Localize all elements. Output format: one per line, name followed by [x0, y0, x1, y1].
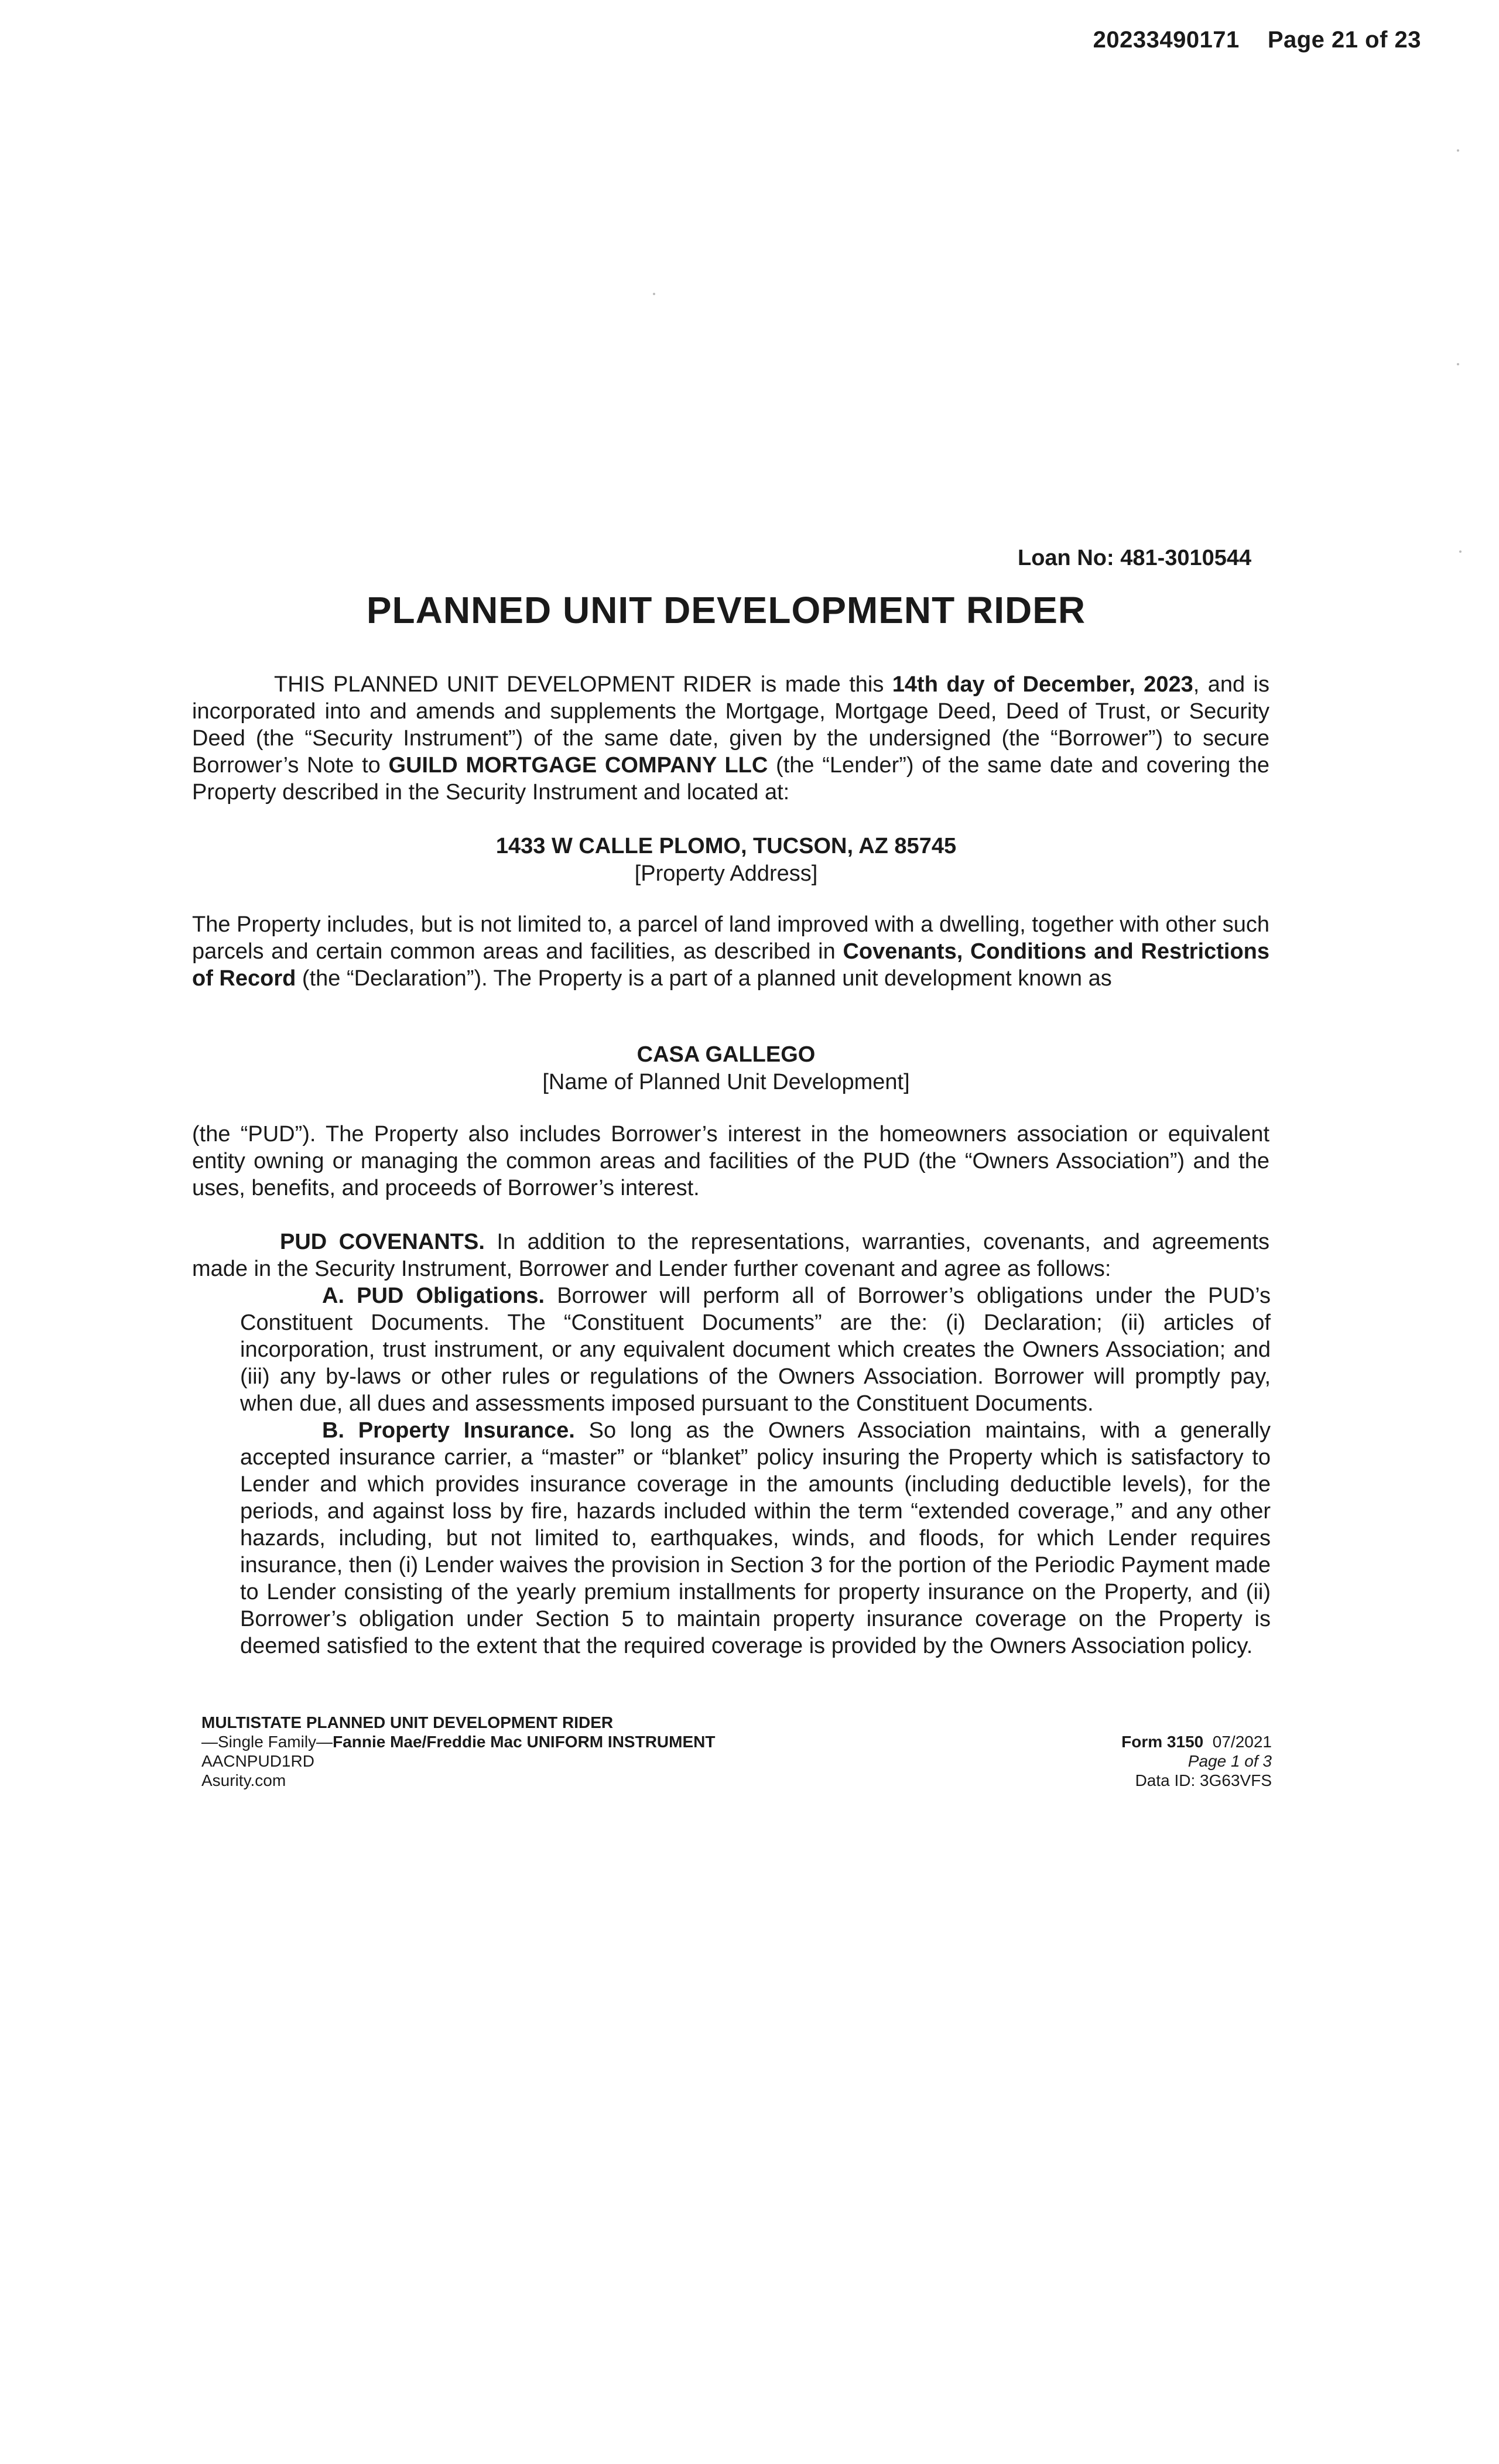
- intro-text-2: , and is incorporated into and amends and supplements the Mortgage, Mortgage Deed, Deed of Trust, or Security Deed (the “Security Instrument”) of the same date, given by the undersigned (the “Borrower”) to secure Borrower’s Note to: [192, 672, 1269, 778]
- clause-a-label: A. PUD Obligations.: [322, 1284, 545, 1308]
- footer-form-date: 07/2021: [1212, 1733, 1272, 1751]
- lender-name: GUILD MORTGAGE COMPANY LLC: [388, 753, 768, 778]
- footer-form-code: AACNPUD1RD: [201, 1752, 314, 1770]
- scan-speck: [1457, 363, 1459, 365]
- footer-form-meta: [1121, 1732, 1272, 1790]
- property-text-2: (the “Declaration”). The Property is a part of a planned unit development known as: [296, 966, 1112, 991]
- footer-form-number-line: [1121, 1732, 1272, 1751]
- footer-vendor: Asurity.com: [201, 1771, 286, 1789]
- property-paragraph: [192, 911, 1269, 992]
- scan-speck: [1457, 149, 1459, 152]
- recording-header: [1093, 27, 1421, 53]
- pud-name: CASA GALLEGO: [636, 1042, 816, 1067]
- document-title: PLANNED UNIT DEVELOPMENT RIDER: [366, 589, 1086, 631]
- footer-family-type: —Single Family—: [201, 1733, 333, 1751]
- footer-form-subtitle: [201, 1732, 715, 1751]
- property-address: 1433 W CALLE PLOMO, TUCSON, AZ 85745: [495, 834, 957, 858]
- clause-b-label: B. Property Insurance.: [322, 1418, 575, 1443]
- intro-paragraph: [192, 671, 1269, 806]
- footer-form-info: [201, 1713, 715, 1790]
- pud-name-caption: [Name of Planned Unit Development]: [542, 1070, 910, 1094]
- loan-number: Loan No: 481-3010544: [1018, 546, 1252, 570]
- footer-page-number: Page 1 of 3: [1187, 1752, 1272, 1770]
- footer-data-id: Data ID: 3G63VFS: [1135, 1771, 1272, 1789]
- property-address-caption: [Property Address]: [634, 861, 818, 886]
- scan-speck: [653, 293, 655, 295]
- rider-date: 14th day of December, 2023: [892, 672, 1193, 697]
- recording-number: 20233490171: [1093, 27, 1240, 53]
- clause-b-property-insurance: [240, 1417, 1271, 1659]
- property-text-1: The Property includes, but is not limited to, a parcel of land improved with a dwelling, together with other such parcels and certain common areas and facilities, as described in: [192, 912, 1269, 964]
- covenants-text: In addition to the representations, warranties, covenants, and agreements made in the Security Instrument, Borrower and Lender further covenant and agree as follows:: [192, 1230, 1270, 1281]
- footer-form-number: Form 3150: [1121, 1733, 1204, 1751]
- covenants-paragraph: [192, 1228, 1269, 1282]
- footer-form-title: MULTISTATE PLANNED UNIT DEVELOPMENT RIDER: [201, 1713, 614, 1731]
- clause-b-text: So long as the Owners Association maintains, with a generally accepted insurance carrier, a “master” or “blanket” policy insuring the Property which is satisfactory to Lender and which provides insurance coverage in the amounts (including deductible levels), for the periods, and against loss by fire, hazards included within the term “extended coverage,” and any other hazards, including, but not limited to, earthquakes, winds, and floods, for which Lender requires insurance, then (i) Lender waives the provision in Section 3 for the portion of the Periodic Payment made to Lender consisting of the yearly premium installments for property insurance on the Property, and (ii) Borrower’s obligation under Section 5 to maintain property insurance coverage on the Property is deemed satisfied to the extent that the required coverage is provided by the Owners Association policy.: [240, 1418, 1271, 1658]
- pud-name-block: [0, 1041, 1452, 1096]
- recording-page-label: Page 21 of 23: [1267, 27, 1421, 53]
- scan-speck: [1459, 550, 1462, 553]
- intro-text-3: (the “Lender”) of the same date and covering the Property described in the Security Instrument and located at:: [192, 753, 1270, 805]
- pud-paragraph: (the “PUD”). The Property also includes Borrower’s interest in the homeowners association or equivalent entity owning or managing the common areas and facilities of the PUD (the “Owners Association”) and the uses, benefits, and proceeds of Borrower’s interest.: [192, 1122, 1269, 1200]
- covenants-heading: PUD COVENANTS.: [280, 1230, 485, 1254]
- intro-text-1: THIS PLANNED UNIT DEVELOPMENT RIDER is made this: [274, 672, 892, 697]
- clause-a-text: Borrower will perform all of Borrower’s obligations under the PUD’s Constituent Documents. The “Constituent Documents” are the: (i) Declaration; (ii) articles of incorporation, trust instrument, or any equivalent document which creates the Owners Association; and (iii) any by-laws or other rules or regulations of the Owners Association. Borrower will promptly pay, when due, all dues and assessments imposed pursuant to the Constituent Documents.: [240, 1284, 1271, 1416]
- property-address-block: [0, 833, 1452, 888]
- declaration-name: Covenants, Conditions and Restrictions of Record: [192, 939, 1269, 991]
- clause-a-pud-obligations: [240, 1282, 1271, 1417]
- footer-instrument-type: Fannie Mae/Freddie Mac UNIFORM INSTRUMENT: [333, 1733, 716, 1751]
